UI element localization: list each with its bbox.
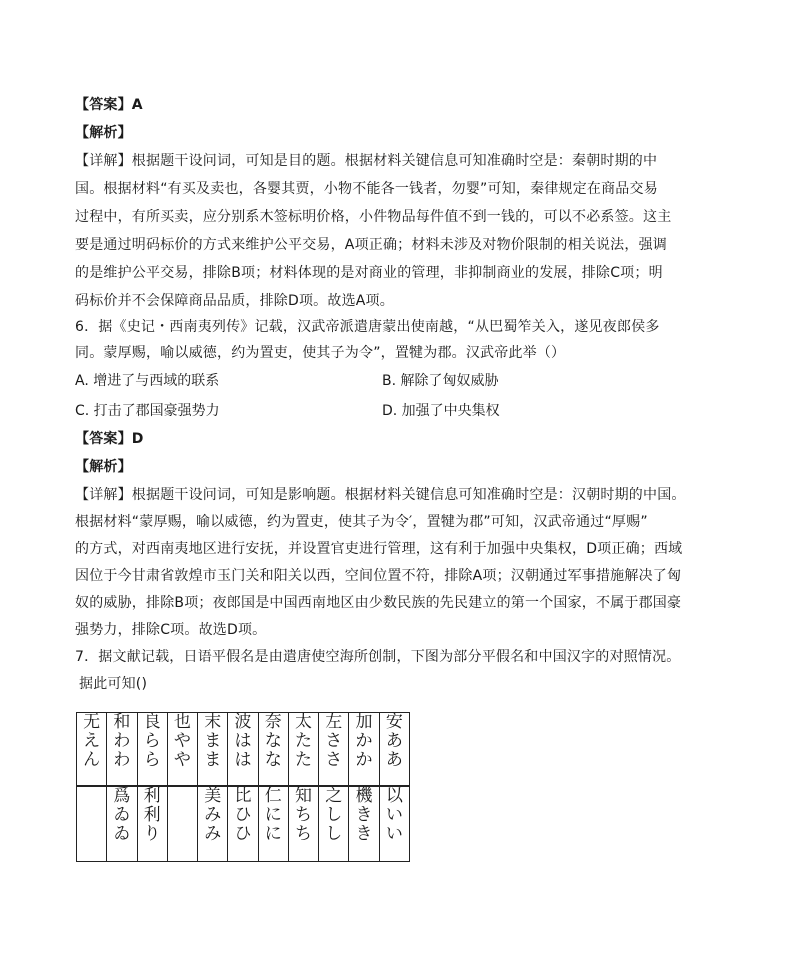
table-cell [228,713,258,787]
kana-char: な [264,750,282,770]
q6-option-a: A. 增进了与西域的联系 [75,373,220,389]
kanji-char: 左 [325,712,343,732]
kanji-char: 爲 [113,786,131,806]
kana-char: ま [204,750,222,770]
kanji-char: 太 [294,712,312,732]
kana-char: さ [325,750,343,770]
kana-char: ら [143,750,161,770]
table-cell [379,713,409,787]
q6-option-b: B. 解除了匈奴威胁 [382,373,499,389]
cursive-char: え [83,731,101,751]
table-cell [288,713,318,787]
q7-stem-line: 据此可知() [79,676,148,692]
q6-detail-line: 根据材料“蒙厚赐，喻以威德，约为置吏，使其子为令′，置犍为郡”可知，汉武帝通过“厚赐” [75,514,648,530]
table-cell [167,713,197,787]
cursive-char: ひ [234,805,252,825]
kana-char: ひ [234,824,252,844]
kana-char: み [204,824,222,844]
cursive-char: ら [143,731,161,751]
cursive-char: た [294,731,312,751]
kanji-char: 也 [173,712,191,732]
cursive-char: ゐ [113,805,131,825]
kanji-char: 比 [234,786,252,806]
q5-detail-line: 国。根据材料“有买及卖也，各婴其贾，小物不能各一钱者，勿婴”可知，秦律规定在商品交易 [75,181,658,197]
kana-char: や [173,750,191,770]
q5-answer: 【答案】A [75,97,143,113]
kana-char: き [355,824,373,844]
table-cell [198,713,228,787]
q6-stem-line: 6．据《史记・西南夷列传》记载，汉武帝派遣唐蒙出使南越，“从巴蜀笮关入，遂见夜郎侯多 [75,319,660,335]
cursive-char: や [173,731,191,751]
kanji-char: 美 [204,786,222,806]
q5-detail-line: 要是通过明码标价的方式来维护公平交易，A项正确；材料未涉及对物价限制的相关说法，强调 [75,237,667,253]
kana-comparison-table [76,712,410,862]
table-cell [379,786,409,862]
table-cell [198,786,228,862]
cursive-char: あ [385,731,403,751]
table-row-bottom [77,786,410,862]
q6-answer: 【答案】D [75,431,144,447]
kanji-char: 加 [355,712,373,732]
q5-detail-line: 过程中，有所买卖，应分别系木签标明价格，小件物品每件值不到一钱的，可以不必系签。这主 [75,209,672,225]
table-cell [288,786,318,862]
q6-analysis-label: 【解析】 [75,459,132,475]
kana-char: に [264,824,282,844]
cursive-char: ち [294,805,312,825]
table-cell [319,786,349,862]
kana-char: し [325,824,343,844]
q5-detail-line: 【详解】根据题干设问词，可知是目的题。根据材料关键信息可知准确时空是：秦朝时期的中 [75,153,658,169]
q6-option-c: C. 打击了郡国豪强势力 [75,403,220,419]
table-cell [77,713,107,787]
q6-detail-line: 奴的威胁，排除B项；夜郎国是中国西南地区由少数民族的先民建立的第一个国家，不属于郡国豪 [75,595,682,611]
table-cell [107,786,137,862]
q5-detail-line: 码标价并不会保障商品品质，排除D项。故选A项。 [75,293,394,309]
kanji-char: 之 [325,786,343,806]
kanji-char: 知 [294,786,312,806]
q6-stem-line: 同。蒙厚赐，喻以威德，约为置吏，使其子为令”，置犍为郡。汉武帝此举（） [75,345,566,361]
table-cell [77,786,107,862]
kanji-char: 良 [143,712,161,732]
q7-stem-line: 7．据文献记载，日语平假名是由遣唐使空海所创制，下图为部分平假名和中国汉字的对照情况。 [75,649,681,665]
cursive-char: み [204,805,222,825]
cursive-char: わ [113,731,131,751]
kana-char: り [143,824,161,844]
table-cell [167,786,197,862]
table-cell [258,786,288,862]
cursive-char: ま [204,731,222,751]
q5-analysis-label: 【解析】 [75,125,132,141]
cursive-char: し [325,805,343,825]
kana-char: あ [385,750,403,770]
table-cell [349,786,379,862]
cursive-char: き [355,805,373,825]
kanji-char: 仁 [264,786,282,806]
q6-option-d: D. 加强了中央集权 [382,403,500,419]
q6-detail-line: 的方式，对西南夷地区进行安抚，并设置官吏进行管理，这有利于加强中央集权，D项正确；西域 [75,541,683,557]
table-cell [137,713,167,787]
cursive-char: か [355,731,373,751]
table-cell [107,713,137,787]
kanji-char: 以 [385,786,403,806]
kana-char: い [385,824,403,844]
cursive-char: 利 [143,805,161,825]
cursive-char: は [234,731,252,751]
kana-char: た [294,750,312,770]
q6-detail-line: 因位于今甘肃省敦煌市玉门关和阳关以西，空间位置不符，排除A项；汉朝通过军事措施解决了匈 [75,568,682,584]
kana-char: ゐ [113,824,131,844]
cursive-char: に [264,805,282,825]
table-cell [258,713,288,787]
kana-char: わ [113,750,131,770]
q5-detail-line: 的是维护公平交易，排除B项；材料体现的是对商业的管理，非抑制商业的发展，排除C项；明 [75,265,663,281]
q6-detail-line: 【详解】根据题干设问词，可知是影响题。根据材料关键信息可知准确时空是：汉朝时期的中国。 [75,487,686,503]
table-row-top [77,713,410,787]
cursive-char: な [264,731,282,751]
kanji-char: 奈 [264,712,282,732]
kana-char: は [234,750,252,770]
table-cell [137,786,167,862]
kana-char: か [355,750,373,770]
table-cell [349,713,379,787]
kana-char: ち [294,824,312,844]
kana-char: ん [83,750,101,770]
kanji-char: 機 [355,786,373,806]
table-cell [319,713,349,787]
cursive-char: さ [325,731,343,751]
kanji-char: 利 [143,786,161,806]
cursive-char: い [385,805,403,825]
table-cell [228,786,258,862]
q6-detail-line: 强势力，排除C项。故选D项。 [75,622,267,638]
kanji-char: 波 [234,712,252,732]
kanji-char: 末 [204,712,222,732]
kanji-char: 安 [385,712,403,732]
kanji-char: 无 [83,712,101,732]
kanji-char: 和 [113,712,131,732]
